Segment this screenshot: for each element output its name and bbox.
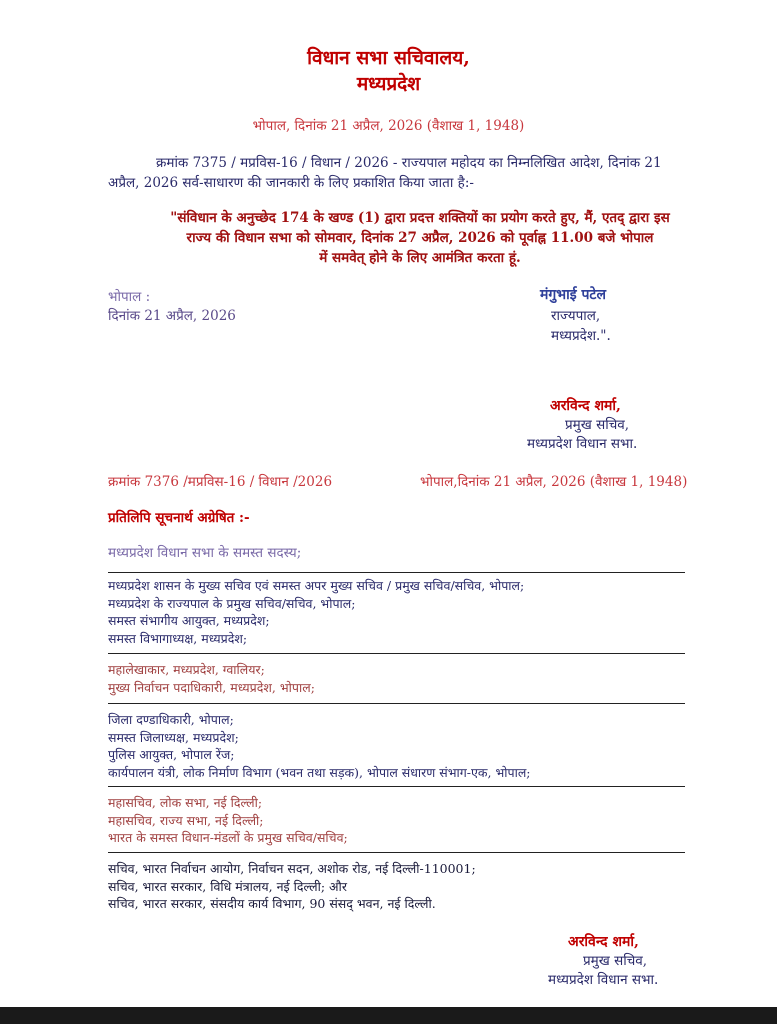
- reference-number: क्रमांक 7376 /मप्रविस-16 / विधान /2026: [108, 474, 333, 490]
- intro-line-1: क्रमांक 7375 / मप्रविस-16 / विधान / 2026 - राज्यपाल महोदय का निम्नलिखित आदेश, दिनांक 21: [156, 155, 662, 171]
- place-label: भोपाल :: [108, 289, 151, 305]
- list-item: पुलिस आयुक्त, भोपाल रेंज;: [108, 747, 235, 762]
- distribution-group-members: [108, 543, 301, 561]
- list-item: मध्यप्रदेश शासन के मुख्य सचिव एवं समस्त अपर मुख्य सचिव / प्रमुख सचिव/सचिव, भोपाल;: [108, 578, 525, 593]
- list-item: जिला दण्डाधिकारी, भोपाल;: [108, 712, 234, 727]
- list-item: मध्यप्रदेश के राज्यपाल के प्रमुख सचिव/सचिव, भोपाल;: [108, 595, 356, 611]
- list-item: महासचिव, लोक सभा, नई दिल्ली;: [108, 795, 263, 810]
- bottom-bar: [0, 1007, 777, 1024]
- proclamation-line-1: "संविधान के अनुच्छेद 174 के खण्ड (1) द्वारा प्रदत्त शक्तियों का प्रयोग करते हुए, मैं, एतद् द्वारा इस: [170, 210, 670, 226]
- list-item: भारत के समस्त विधान-मंडलों के प्रमुख सचिव/सचिव;: [108, 830, 348, 845]
- list-item: महासचिव, राज्य सभा, नई दिल्ली;: [108, 812, 264, 828]
- signatory-designation-footer: प्रमुख सचिव,: [583, 953, 648, 969]
- signatory-office-footer: मध्यप्रदेश विधान सभा.: [548, 972, 659, 988]
- proclamation-line-3: में समवेत् होने के लिए आमंत्रित करता हूं.: [319, 250, 521, 266]
- intro-line-2: अप्रैल, 2026 सर्व-साधारण की जानकारी के लिए प्रकाशित किया जाता है:-: [108, 175, 474, 191]
- list-item: समस्त जिलाध्यक्ष, मध्यप्रदेश;: [108, 729, 239, 745]
- governor-designation: राज्यपाल,: [551, 308, 601, 324]
- distribution-group-district: [108, 711, 531, 781]
- list-item: महालेखाकार, मध्यप्रदेश, ग्वालियर;: [108, 662, 265, 677]
- divider: [108, 786, 685, 787]
- divider: [108, 852, 685, 853]
- list-item: सचिव, भारत सरकार, विधि मंत्रालय, नई दिल्ली; और: [108, 878, 347, 894]
- signatory-office: मध्यप्रदेश विधान सभा.: [527, 436, 638, 452]
- divider: [108, 703, 685, 704]
- distribution-group-central: [108, 860, 476, 913]
- list-item: मध्यप्रदेश विधान सभा के समस्त सदस्य;: [108, 545, 302, 561]
- signatory-name-footer: अरविन्द शर्मा,: [568, 934, 639, 950]
- proclamation-line-2: राज्य की विधान सभा को सोमवार, दिनांक 27 अप्रैल, 2026 को पूर्वाह्न 11.00 बजे भोपाल: [186, 230, 654, 246]
- list-item: कार्यपालन यंत्री, लोक निर्माण विभाग (भवन तथा सड़क), भोपाल संधारण संभाग-एक, भोपाल;: [108, 764, 531, 780]
- copy-heading: प्रतिलिपि सूचनार्थ अग्रेषित :-: [108, 510, 250, 526]
- list-item: समस्त विभागाध्यक्ष, मध्यप्रदेश;: [108, 630, 248, 646]
- governor-name: मंगुभाई पटेल: [540, 287, 606, 303]
- divider: [108, 653, 685, 654]
- order-date: दिनांक 21 अप्रैल, 2026: [108, 308, 236, 324]
- distribution-group-parliament: [108, 794, 348, 847]
- list-item: सचिव, भारत सरकार, संसदीय कार्य विभाग, 90 संसद् भवन, नई दिल्ली.: [108, 896, 436, 911]
- page-title: विधान सभा सचिवालय,: [307, 47, 470, 69]
- signatory-name: अरविन्द शर्मा,: [550, 398, 621, 414]
- governor-state: मध्यप्रदेश.".: [551, 328, 611, 344]
- list-item: सचिव, भारत निर्वाचन आयोग, निर्वाचन सदन, अशोक रोड, नई दिल्ली-110001;: [108, 861, 476, 876]
- divider: [108, 572, 685, 573]
- signatory-designation: प्रमुख सचिव,: [565, 417, 630, 433]
- reference-date: भोपाल,दिनांक 21 अप्रैल, 2026 (वैशाख 1, 1948): [420, 474, 688, 490]
- distribution-group-accountant: [108, 661, 315, 696]
- distribution-group-state-officials: [108, 577, 524, 647]
- list-item: मुख्य निर्वाचन पदाधिकारी, मध्यप्रदेश, भोपाल;: [108, 679, 315, 695]
- date-line: भोपाल, दिनांक 21 अप्रैल, 2026 (वैशाख 1, 1948): [252, 118, 525, 134]
- list-item: समस्त संभागीय आयुक्त, मध्यप्रदेश;: [108, 613, 270, 628]
- page-subtitle: मध्यप्रदेश: [356, 73, 421, 95]
